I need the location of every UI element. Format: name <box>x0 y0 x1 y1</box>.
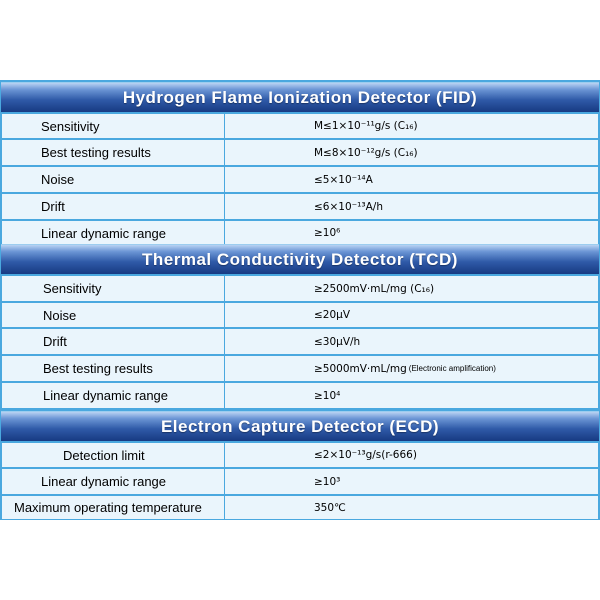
row-label: Drift <box>2 194 225 219</box>
row-value-note: (Electronic amplification) <box>408 364 496 373</box>
row-label: Linear dynamic range <box>2 221 225 245</box>
fid-title: Hydrogen Flame Ionization Detector (FID) <box>122 87 478 107</box>
table-row <box>2 383 598 408</box>
ecd-title: Electron Capture Detector (ECD) <box>160 416 440 436</box>
row-label: Linear dynamic range <box>2 469 225 494</box>
table-row <box>2 329 598 354</box>
table-row <box>2 276 598 301</box>
row-value: ≥10³ <box>314 475 341 488</box>
row-label: Sensitivity <box>2 276 225 301</box>
row-value: ≤20μV <box>314 309 351 321</box>
table-row <box>2 140 598 165</box>
spec-table <box>0 80 600 520</box>
ecd-header <box>1 411 599 441</box>
row-label: Sensitivity <box>2 114 225 138</box>
row-value: ≤2×10⁻¹³g/s(r-666) <box>314 449 417 461</box>
row-value: ≥10⁶ <box>314 227 341 239</box>
row-label: Linear dynamic range <box>2 383 225 408</box>
table-row <box>2 194 598 219</box>
table-row <box>2 356 598 381</box>
table-row <box>2 114 598 138</box>
table-row <box>2 303 598 327</box>
row-value: ≤5×10⁻¹⁴A <box>314 173 373 186</box>
row-label: Detection limit <box>2 443 225 467</box>
row-label: Best testing results <box>2 356 225 381</box>
row-value: M≤8×10⁻¹²g/s (C₁₆) <box>314 146 418 159</box>
row-label: Best testing results <box>2 140 225 165</box>
row-label: Noise <box>2 303 225 327</box>
fid-header <box>1 82 599 112</box>
row-value: ≥2500mV·mL/mg (C₁₆) <box>314 282 435 295</box>
table-row <box>2 221 598 245</box>
row-label: Drift <box>2 329 225 354</box>
table-row <box>2 443 598 467</box>
table-row <box>2 167 598 192</box>
row-value: ≥10⁴ <box>314 389 341 402</box>
row-value: M≤1×10⁻¹¹g/s (C₁₆) <box>314 120 418 132</box>
row-label: Maximum operating temperature <box>2 496 225 519</box>
table-row <box>2 469 598 494</box>
tcd-title: Thermal Conductivity Detector (TCD) <box>142 249 458 269</box>
tcd-header <box>1 244 599 274</box>
row-value-main: ≥5000mV·mL/mg <box>314 362 407 375</box>
row-value: 350℃ <box>314 501 346 514</box>
row-value: ≤30μV/h <box>314 335 361 348</box>
table-row <box>2 496 598 519</box>
row-value <box>225 356 598 381</box>
row-value: ≤6×10⁻¹³A/h <box>314 200 383 213</box>
row-label: Noise <box>2 167 225 192</box>
